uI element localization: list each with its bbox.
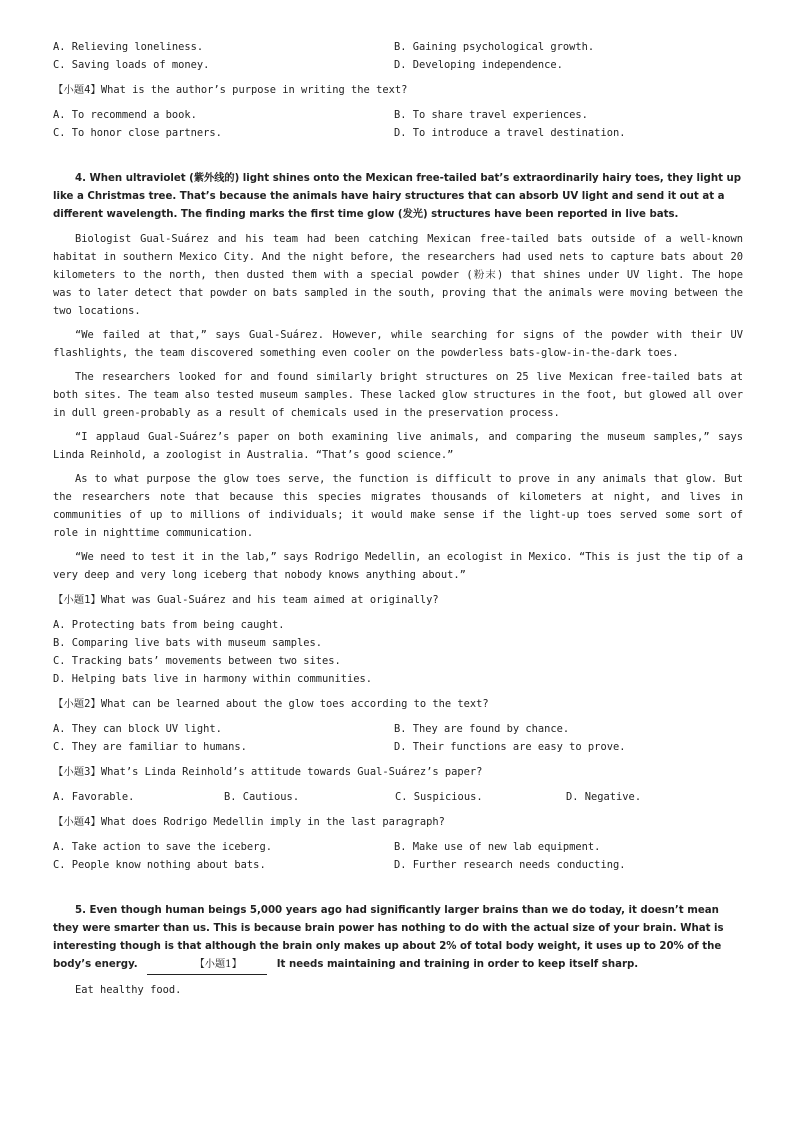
passage4-paragraph: The researchers looked for and found similarly bright structures on 25 live Mexican free-tailed bats at both sites. The team also tested museum samples. These lacked glow structures in the foot, but glowed all over in dull green-probably as a result of chemicals used in the preservation process. <box>53 371 743 419</box>
p4-q3-options <box>53 788 743 806</box>
option-b: B. To share travel experiences. <box>394 109 588 121</box>
prev-q4-options-row2 <box>53 124 743 142</box>
passage4-paragraph: As to what purpose the glow toes serve, the function is difficult to prove in any animals that glow. But the researchers note that because this species migrates thousands of kilometers at night, and lives in communities of up to millions of individuals; it would make sense if the light-up toes served some sort of role in nighttime communication. <box>53 473 743 539</box>
option-c: C. They are familiar to humans. <box>53 741 247 753</box>
passage4-paragraph: Biologist Gual-Suárez and his team had been catching Mexican free-tailed bats outside of a well-known habitat in southern Mexico City. And the night before, the researchers had used nets to capture bats about 20 kilometers to the north, then dusted them with a special powder (粉末) that shines under UV light. The hope was to later detect that powder on bats sampled in the south, proving that the animals were moving between the two locations. <box>53 233 743 317</box>
option-a: A. Favorable. <box>53 791 135 803</box>
option-a: A. Relieving loneliness. <box>53 41 204 53</box>
option-d: D. To introduce a travel destination. <box>394 127 626 139</box>
p4-q3-question: 【小题3】What’s Linda Reinhold’s attitude towards Gual-Suárez’s paper? <box>53 766 483 778</box>
option-c: C. To honor close partners. <box>53 127 222 139</box>
passage5-intro <box>53 902 743 975</box>
prev-q4-options-row1 <box>53 106 743 124</box>
prev-q4-question: 【小题4】What is the author’s purpose in writing the text? <box>53 84 408 96</box>
option-d: D. Developing independence. <box>394 59 563 71</box>
option-d: D. Further research needs conducting. <box>394 859 626 871</box>
option-c: C. People know nothing about bats. <box>53 859 266 871</box>
p4-q4-options-row1 <box>53 838 743 856</box>
p4-q2-options-row2 <box>53 738 743 756</box>
option-a: A. They can block UV light. <box>53 723 222 735</box>
option-a: A. Protecting bats from being caught. <box>53 619 285 631</box>
option-d: D. Helping bats live in harmony within communities. <box>53 673 373 685</box>
p4-q4-question: 【小题4】What does Rodrigo Medellin imply in the last paragraph? <box>53 816 445 828</box>
p4-q2-options-row1 <box>53 720 743 738</box>
passage5-subheading: Eat healthy food. <box>75 984 182 996</box>
worksheet-page <box>53 38 743 999</box>
blank-1: 【小题1】 <box>147 956 267 975</box>
option-c: C. Suspicious. <box>395 791 483 803</box>
passage4-intro: 4. When ultraviolet (紫外线的) light shines onto the Mexican free-tailed bat’s extraordinarily hairy toes, they light up like a Christmas tree. That’s because the animals have hairy structures that can absorb UV light and send it out at a different wavelength. The finding marks the first time glow (发光) structures have been reported in live bats. <box>53 173 742 220</box>
option-b: B. Comparing live bats with museum samples. <box>53 637 322 649</box>
option-b: B. Gaining psychological growth. <box>394 41 595 53</box>
prev-q3-options-row2 <box>53 56 743 74</box>
option-a: A. Take action to save the iceberg. <box>53 841 272 853</box>
passage5-intro-text-2: It needs maintaining and training in order to keep itself sharp. <box>276 959 639 970</box>
option-c: C. Tracking bats’ movements between two sites. <box>53 655 341 667</box>
p4-q4-options-row2 <box>53 856 743 874</box>
passage4-paragraph: “We failed at that,” says Gual-Suárez. However, while searching for signs of the powder with their UV flashlights, the team discovered something even cooler on the powderless bats-glow-in-the-dark toes. <box>53 329 743 359</box>
option-b: B. Make use of new lab equipment. <box>394 841 601 853</box>
option-c: C. Saving loads of money. <box>53 59 210 71</box>
passage4-paragraph: “I applaud Gual-Suárez’s paper on both examining live animals, and comparing the museum samples,” says Linda Reinhold, a zoologist in Australia. “That’s good science.” <box>53 431 743 461</box>
option-b: B. They are found by chance. <box>394 723 570 735</box>
option-d: D. Their functions are easy to prove. <box>394 741 626 753</box>
option-b: B. Cautious. <box>224 791 300 803</box>
prev-q3-options-row1 <box>53 38 743 56</box>
passage5-intro-text: 5. Even though human beings 5,000 years ago had significantly larger brains than we do today, it doesn’t mean they were smarter than us. This is because brain power has nothing to do with the actual size of your brain. What is interesting though is that although the brain only makes up about 2% of total body weight, it uses up to 20% of the body’s energy. <box>53 905 724 970</box>
p4-q1-question: 【小题1】What was Gual-Suárez and his team aimed at originally? <box>53 594 439 606</box>
p4-q2-question: 【小题2】What can be learned about the glow toes according to the text? <box>53 698 489 710</box>
option-d: D. Negative. <box>566 791 642 803</box>
passage4-paragraph: “We need to test it in the lab,” says Rodrigo Medellin, an ecologist in Mexico. “This is just the tip of a very deep and very long iceberg that nobody knows anything about.” <box>53 551 743 581</box>
option-a: A. To recommend a book. <box>53 109 197 121</box>
